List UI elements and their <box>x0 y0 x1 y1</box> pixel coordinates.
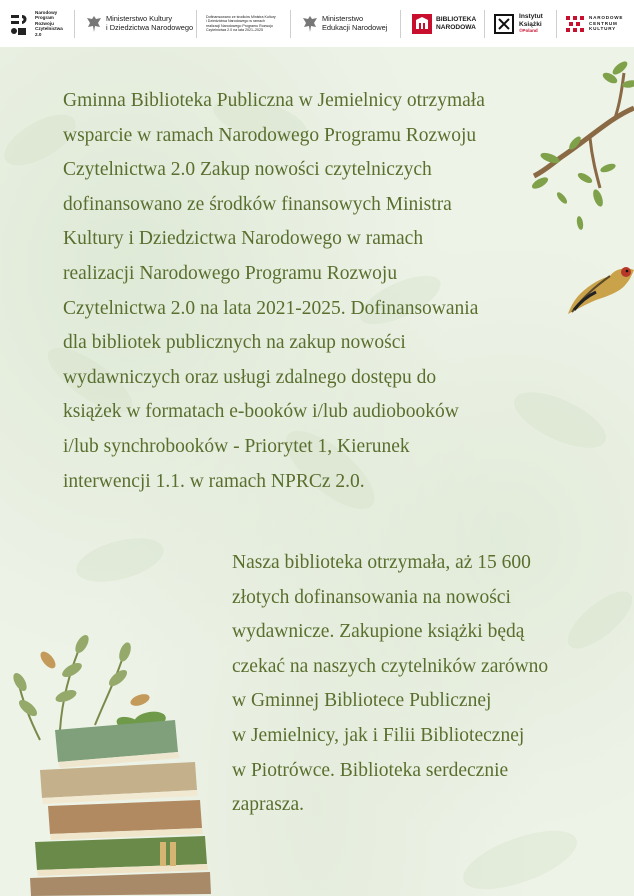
logo-divider <box>290 10 291 38</box>
bn-name-line: NARODOWA <box>436 23 476 31</box>
funding-note-line: realizacji Narodowego Programu Rozwoju <box>206 23 273 28</box>
text-line: wydawniczych oraz usługi zdalnego dostępu do <box>63 366 437 388</box>
text-line: książek w formatach e-booków i/lub audiobooków <box>63 401 459 423</box>
text-line: Nasza biblioteka otrzymała, aż 15 600 <box>232 552 531 573</box>
text-line: Czytelnictwa 2.0 na lata 2021-2025. Dofinansowania <box>63 297 479 319</box>
nprcz-line: Program <box>35 15 54 21</box>
mkidn-name-line: i Dziedzictwa Narodowego <box>106 22 194 32</box>
biblioteka-narodowa-logo <box>412 0 476 47</box>
men-logo <box>302 0 387 47</box>
logo-divider <box>74 10 75 38</box>
text-line: realizacji Narodowego Programu Rozwoju <box>63 262 398 284</box>
library-invitation-text <box>232 546 592 823</box>
text-line: Kultury i Dziedzictwa Narodowego w ramach <box>63 228 424 250</box>
nck-name-line: CENTRUM <box>589 20 618 26</box>
text-line: interwencji 1.1. w ramach NPRCz 2.0. <box>63 470 365 492</box>
funding-note-line: Czytelnictwa 2.0 na lata 2021–2025 <box>206 27 263 32</box>
nprcz-emblem-icon <box>8 9 32 39</box>
instytut-ksiazki-logo <box>494 0 543 47</box>
text-line: Czytelnictwa 2.0 Zakup nowości czytelniczych <box>63 159 432 181</box>
bn-emblem-icon <box>412 14 432 34</box>
nck-name-line: NARODOWE <box>589 15 624 21</box>
text-line: i/lub synchrobooków - Priorytet 1, Kierunek <box>63 435 410 457</box>
logo-divider <box>484 10 485 38</box>
book-stack <box>30 720 211 896</box>
logo-divider <box>400 10 401 38</box>
men-name-line: Ministerstwo <box>322 13 364 23</box>
nprcz-logo <box>8 0 63 47</box>
text-line: czekać na naszych czytelników zarówno <box>232 655 549 677</box>
text-line: złotych dofinansowania na nowości <box>232 586 511 608</box>
mkidn-name-line: Ministerstwo Kultury <box>106 13 173 23</box>
nprcz-line: Rozwoju <box>35 20 54 26</box>
nck-logo <box>565 0 623 47</box>
nprcz-line: 2.0 <box>35 31 42 37</box>
nck-emblem-icon <box>565 14 585 34</box>
logo-divider <box>556 10 557 38</box>
text-line: dofinansowano ze środków finansowych Ministra <box>63 193 452 215</box>
book-stack-illustration <box>0 630 230 896</box>
text-line: dla bibliotek publicznych na zakup nowości <box>63 332 406 354</box>
text-line: wsparcie w ramach Narodowego Programu Rozwoju <box>63 124 477 146</box>
text-line: w Jemielnicy, jak i Filii Bibliotecznej <box>232 724 525 746</box>
text-line: Gminna Biblioteka Publiczna w Jemielnicy otrzymała <box>63 90 485 111</box>
funding-note <box>206 0 276 47</box>
funding-note-line: i Dziedzictwa Narodowego w ramach <box>206 19 265 24</box>
men-name-line: Edukacji Narodowej <box>322 22 388 32</box>
nprcz-line: Czytelnictwa <box>35 26 63 32</box>
text-line: w Gminnej Bibliotece Publicznej <box>232 690 492 712</box>
logo-divider <box>196 10 197 38</box>
bn-name-line: BIBLIOTEKA <box>436 15 477 23</box>
funding-announcement-text <box>63 84 553 499</box>
text-line: w Piotrówce. Biblioteka serdecznie <box>232 759 509 781</box>
goldfinch-bird-illustration <box>566 262 634 318</box>
text-line: wydawnicze. Zakupione książki będą <box>232 621 525 643</box>
mkidn-logo <box>86 0 193 47</box>
text-line: zaprasza. <box>232 794 304 816</box>
eagle-emblem-icon <box>86 15 102 33</box>
nprcz-line: Narodowy <box>35 9 58 15</box>
funding-note-line: Dofinansowano ze środków Ministra Kultury <box>206 14 276 19</box>
sponsor-logo-bar <box>0 0 634 47</box>
ik-name-line: Instytut <box>519 13 543 21</box>
ik-emblem-icon <box>494 14 516 34</box>
ik-name-line: Książki <box>519 20 542 28</box>
eagle-emblem-icon <box>302 15 318 33</box>
ik-name-line: ©Poland <box>519 28 538 34</box>
nck-name-line: KULTURY <box>589 26 617 32</box>
